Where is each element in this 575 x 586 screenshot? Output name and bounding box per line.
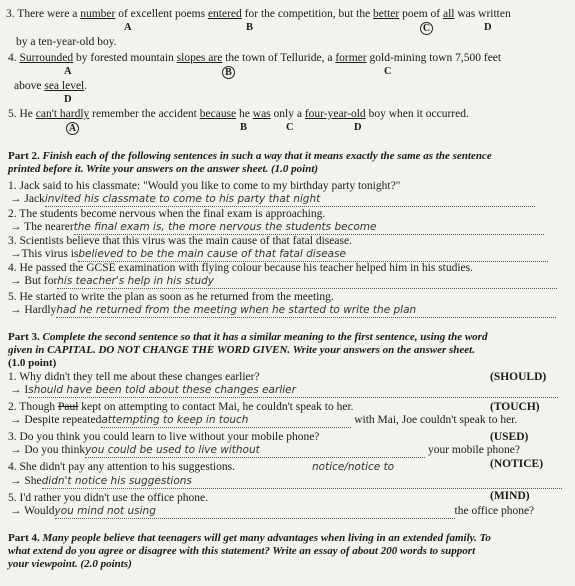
part3-q3-answer-row: → Do you thinkyou could be used to live without your mobile phone? xyxy=(10,444,520,456)
part3-q2-answer-row: → Despite repeatedattempting to keep in touch with Mai, Joe couldn't speak to her. xyxy=(10,414,518,426)
part4-heading: Part 4. Many people believe that teenagers will get many advantages when living in an extended family. To xyxy=(8,532,491,544)
q5-label-d: D xyxy=(354,122,362,133)
q4-line2: above sea level. xyxy=(14,80,88,92)
struck-word: Paul xyxy=(57,401,79,413)
q4-option-b: slopes are xyxy=(176,52,223,64)
part2-q2-answer: the final exam is, the more nervous the students become xyxy=(74,221,544,235)
q5-option-c: was xyxy=(252,108,271,120)
part2-q2-prompt: 2. The students become nervous when the final exam is approaching. xyxy=(8,208,326,220)
part3-q4-answer: didn't notice his suggestions xyxy=(42,475,562,489)
part3-q4-prompt: 4. She didn't pay any attention to his suggestions. xyxy=(8,461,235,473)
part2-q3-answer: believed to be the main cause of that fatal disease xyxy=(78,248,548,262)
q3-option-c: better xyxy=(373,8,400,20)
part3-q2-prompt: 2. Though Paul kept on attempting to contact Mai, he couldn't speak to her. xyxy=(8,401,354,413)
q5-label-a: A xyxy=(66,122,79,135)
q5-label-b: B xyxy=(240,122,248,133)
part3-q2-answer: attempting to keep in touch xyxy=(101,414,351,428)
q3-option-a: number xyxy=(80,8,116,20)
part2-heading-cont: printed before it. Write your answers on the answer sheet. (1.0 point) xyxy=(8,163,319,175)
q4-label-c: C xyxy=(384,66,392,77)
part2-q1-prompt: 1. Jack said to his classmate: "Would you like to come to my birthday party tonight?" xyxy=(8,180,401,192)
part2-heading: Part 2. Finish each of the following sentences in such a way that it means exactly the same as the sentence xyxy=(8,150,492,162)
part3-q5-prompt: 5. I'd rather you didn't use the office phone. xyxy=(8,492,209,504)
q3-label-c: C xyxy=(420,22,433,35)
part3-q4-keyword: (NOTICE) xyxy=(490,458,544,470)
q4-line1: 4. Surrounded by forested mountain slopes are the town of Telluride, a former gold-mining town 7,500 feet xyxy=(8,52,502,64)
q5-option-a: can't hardly xyxy=(35,108,90,120)
part3-q3-keyword: (USED) xyxy=(490,431,529,443)
part3-q1-prompt: 1. Why didn't they tell me about these changes earlier? xyxy=(8,371,260,383)
part3-q3-answer: you could be used to live without xyxy=(85,444,425,458)
part4-heading-cont: what extend do you agree or disagree with this statement? Write an essay of about 200 words to support xyxy=(8,545,476,557)
part2-q5-answer: had he returned from the meeting when he started to write the plan xyxy=(56,304,556,318)
q4-label-a: A xyxy=(64,66,72,77)
part3-q5-answer-row: → Wouldyou mind not using the office phone? xyxy=(10,505,535,517)
part3-q4-answer-row: → Shedidn't notice his suggestions xyxy=(10,475,562,489)
q4-option-c: former xyxy=(335,52,367,64)
q5-option-d: four-year-old xyxy=(304,108,366,120)
q4-option-a: Surrounded xyxy=(19,52,74,64)
part2-q4-answer: his teacher's help in his study xyxy=(57,275,557,289)
part2-q1-answer: invited his classmate to come to his party that night xyxy=(45,193,535,207)
part3-points: (1.0 point) xyxy=(8,357,57,369)
q3-line2: by a ten-year-old boy. xyxy=(16,36,117,48)
q3-line1: 3. There were a number of excellent poems entered for the competition, but the better poem of all was written xyxy=(6,8,511,20)
part2-q4-prompt: 4. He passed the GCSE examination with flying colour because his teacher helped him in his studies. xyxy=(8,262,474,274)
q4-label-d: D xyxy=(64,94,72,105)
part2-q3-answer-row: →This virus isbelieved to be the main cause of that fatal disease xyxy=(10,248,548,262)
q5-line1: 5. He can't hardly remember the accident because he was only a four-year-old boy when it occurred. xyxy=(8,108,469,120)
part3-q5-keyword: (MIND) xyxy=(490,490,530,502)
part2-q2-answer-row: → The nearerthe final exam is, the more nervous the students become xyxy=(10,221,544,235)
part3-heading-cont: given in CAPITAL. DO NOT CHANGE THE WORD GIVEN. Write your answers on the answer sheet. xyxy=(8,344,475,356)
part2-q1-answer-row: → Jackinvited his classmate to come to his party that night xyxy=(10,193,535,207)
part3-q5-answer: you mind not using xyxy=(55,505,455,519)
q3-option-b: entered xyxy=(207,8,242,20)
part3-q3-prompt: 3. Do you think you could learn to live without your mobile phone? xyxy=(8,431,320,443)
part3-q1-keyword: (SHOULD) xyxy=(490,371,547,383)
q5-option-b: because xyxy=(199,108,237,120)
part4-heading-end: your viewpoint. (2.0 points) xyxy=(8,558,132,570)
q3-option-d: all xyxy=(443,8,455,20)
part3-q1-answer: should have been told about these changes earlier xyxy=(28,384,558,398)
part2-q4-answer-row: → But forhis teacher's help in his study xyxy=(10,275,557,289)
part2-q5-answer-row: → Hardlyhad he returned from the meeting when he started to write the plan xyxy=(10,304,556,318)
part3-q1-answer-row: → Ishould have been told about these changes earlier xyxy=(10,384,558,398)
q5-label-c: C xyxy=(286,122,294,133)
q4-option-d: sea level xyxy=(44,80,85,92)
q3-number: 3. xyxy=(6,8,15,20)
part3-heading: Part 3. Complete the second sentence so that it has a similar meaning to the first sentence, using the word xyxy=(8,331,488,343)
part2-q3-prompt: 3. Scientists believe that this virus was the main cause of that fatal disease. xyxy=(8,235,352,247)
q3-label-a: A xyxy=(124,22,132,33)
q4-label-b: B xyxy=(222,66,235,79)
part3-q2-keyword: (TOUCH) xyxy=(490,401,540,413)
part2-q5-prompt: 5. He started to write the plan as soon as he returned from the meeting. xyxy=(8,291,334,303)
q3-label-d: D xyxy=(484,22,492,33)
q3-label-b: B xyxy=(246,22,254,33)
part3-q4-side-note: notice/notice to xyxy=(312,461,395,473)
